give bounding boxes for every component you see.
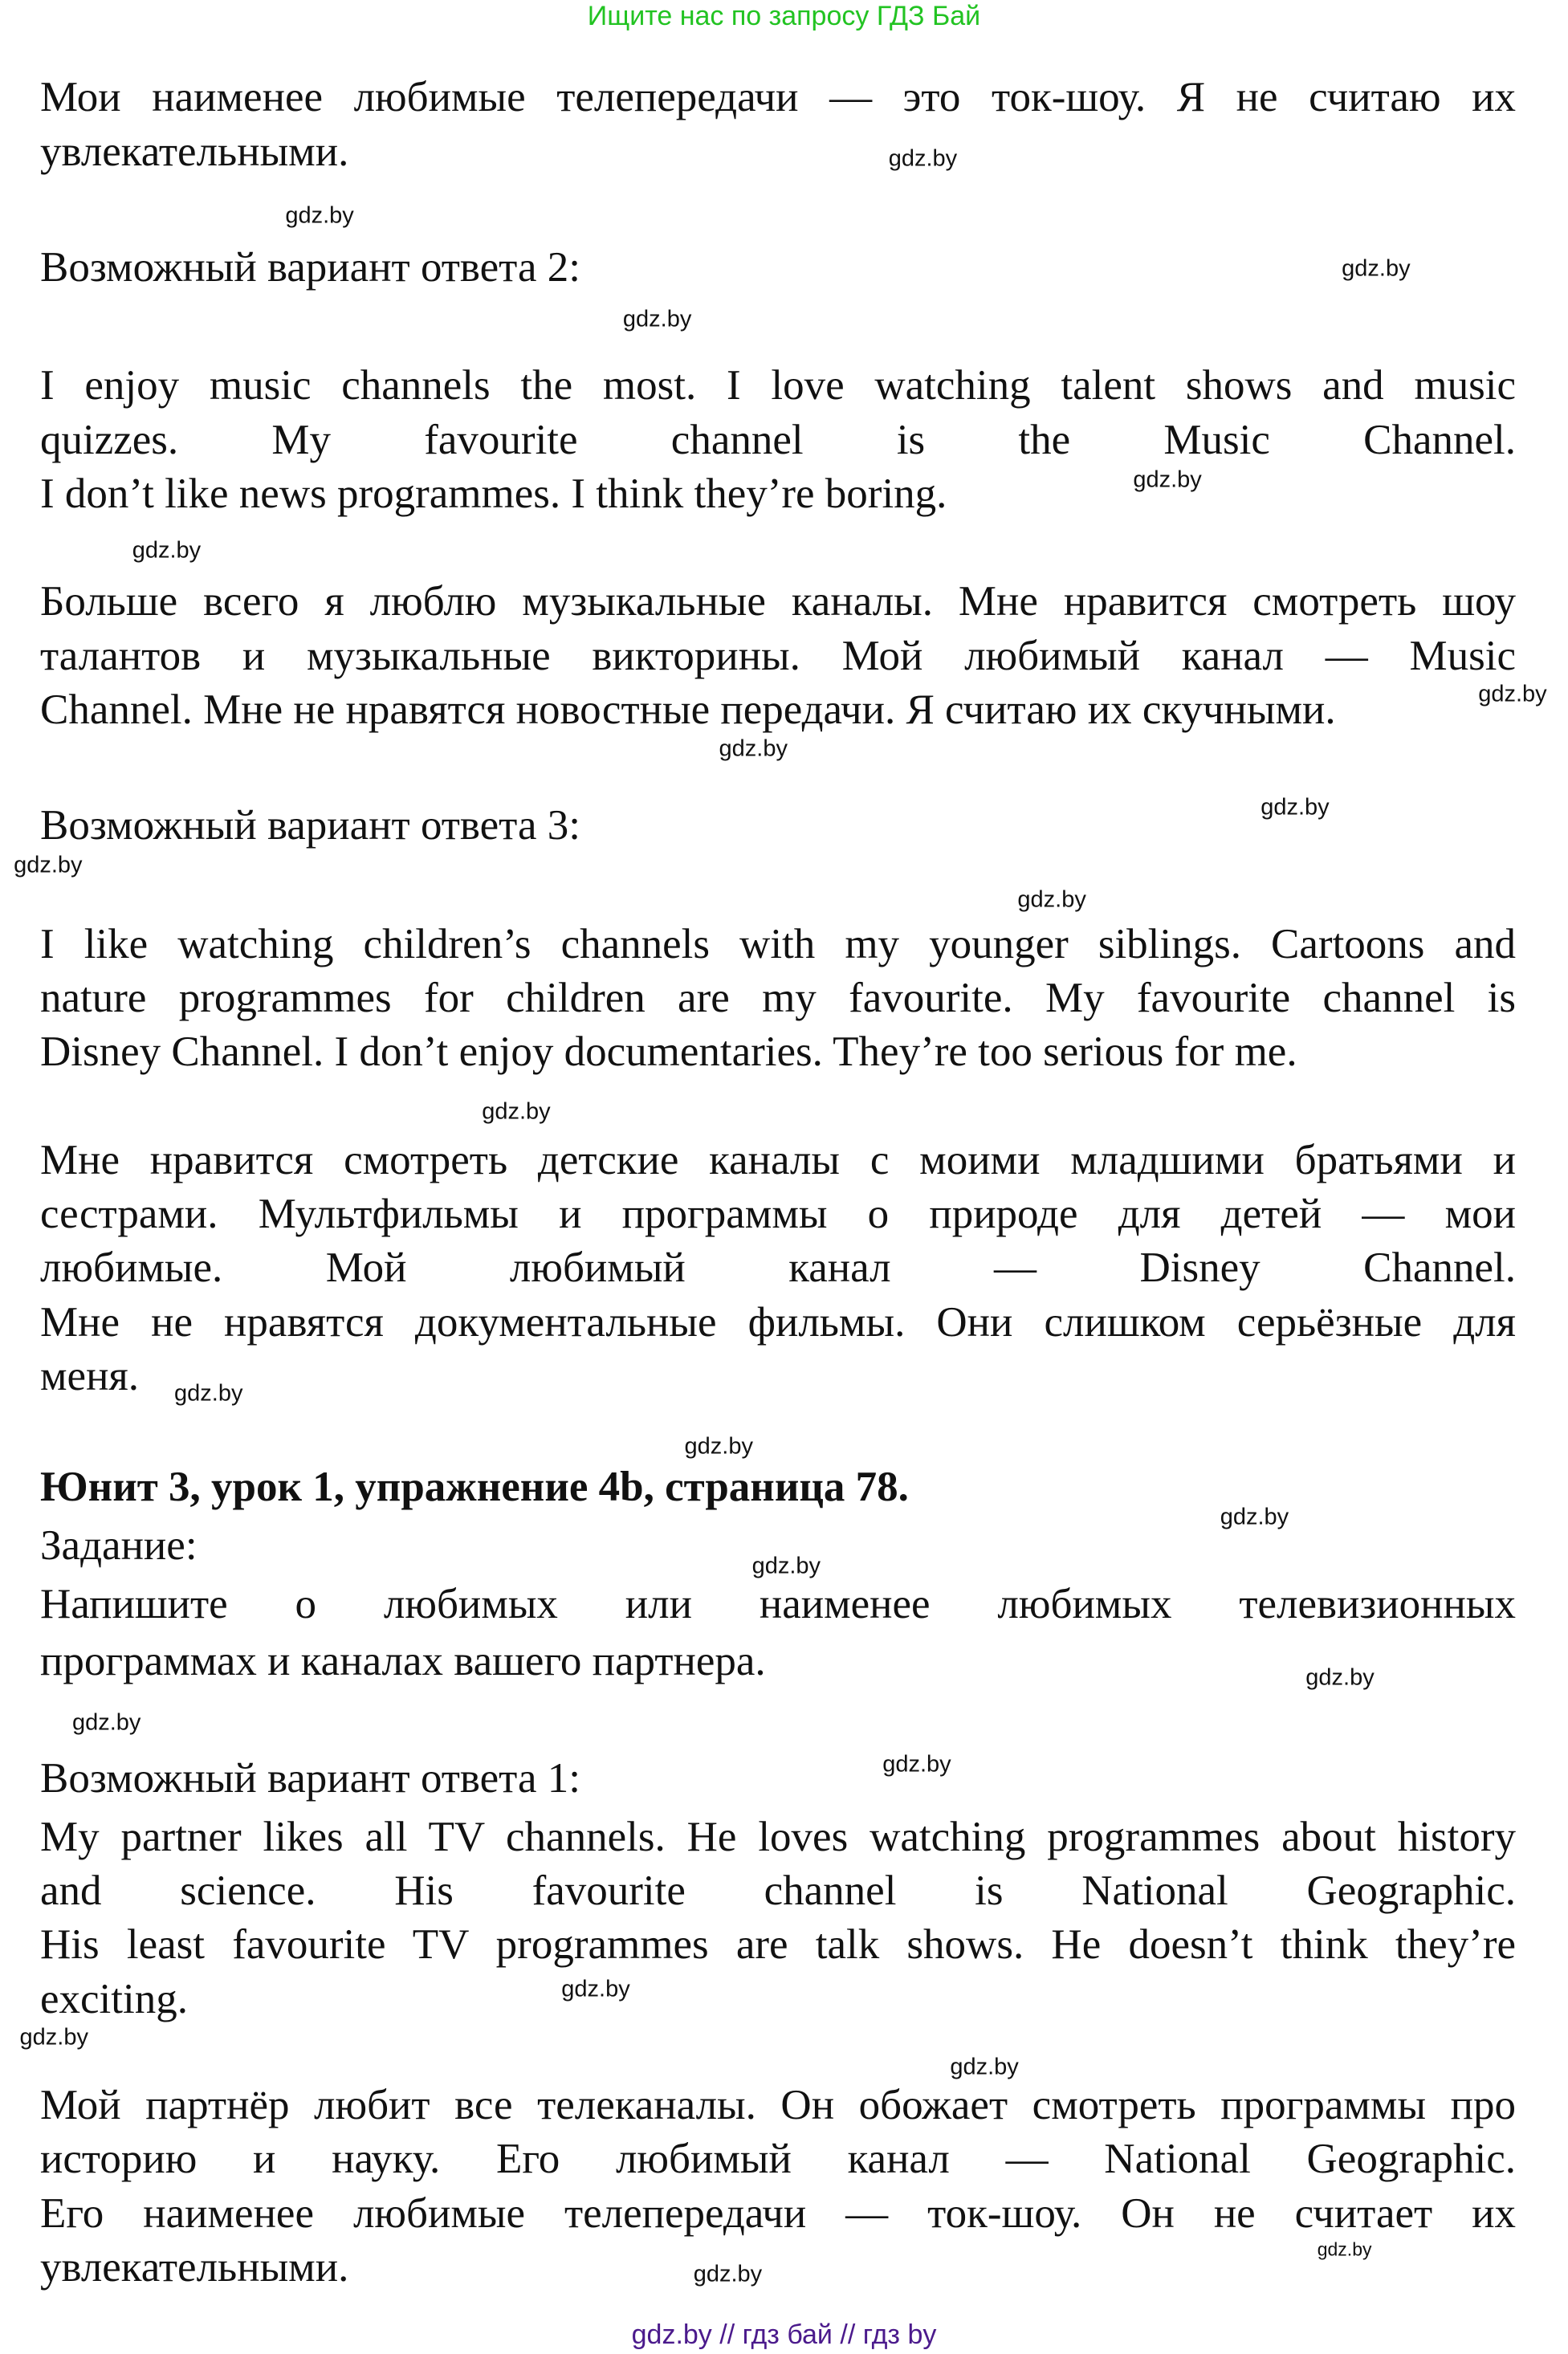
text-line: увлекательными. (40, 2244, 349, 2291)
watermark: gdz.by (14, 852, 83, 878)
text-line: I enjoy music channels the most. I love watching talent shows and music (40, 362, 1516, 409)
section-heading: Юнит 3, урок 1, упражнение 4b, страница 78. (40, 1464, 909, 1511)
text-line: Мои наименее любимые телепередачи — это ток-шоу. Я не считаю их (40, 74, 1516, 121)
watermark: gdz.by (1342, 255, 1411, 282)
text-line: программах и каналах вашего партнера. (40, 1637, 766, 1684)
watermark: gdz.by (1261, 794, 1330, 821)
text-line: Мне не нравятся документальные фильмы. Они слишком серьёзные для (40, 1298, 1516, 1346)
watermark: gdz.by (1133, 466, 1202, 493)
watermark: gdz.by (1220, 1504, 1289, 1530)
text-line: историю и науку. Его любимый канал — National Geographic. (40, 2136, 1516, 2183)
watermark: gdz.by (950, 2054, 1019, 2080)
text-line: exciting. (40, 1975, 188, 2022)
text-line: увлекательными. (40, 128, 349, 175)
footer-links[interactable]: gdz.by // гдз бай // гдз by (631, 2319, 937, 2350)
text-line: quizzes. My favourite channel is the Music Channel. (40, 416, 1516, 463)
watermark: gdz.by (132, 537, 202, 564)
watermark: gdz.by (622, 306, 692, 332)
text-line: I like watching children’s channels with my younger siblings. Cartoons and (40, 920, 1516, 967)
task-label: Задание: (40, 1522, 198, 1570)
watermark: gdz.by (1478, 681, 1547, 707)
text-line: сестрами. Мультфильмы и программы о природе для детей — мои (40, 1191, 1516, 1238)
watermark: gdz.by (684, 1433, 753, 1460)
watermark: gdz.by (561, 1976, 630, 2002)
text-line: любимые. Мой любимый канал — Disney Channel. (40, 1244, 1516, 1292)
watermark: gdz.by (71, 1709, 141, 1736)
text-line: His least favourite TV programmes are talk shows. He doesn’t think they’re (40, 1921, 1516, 1969)
text-line: меня. (40, 1352, 140, 1399)
watermark: gdz.by (719, 735, 788, 762)
text-line: Напишите о любимых или наименее любимых телевизионных (40, 1580, 1516, 1627)
text-line: My partner likes all TV channels. He loves watching programmes about history (40, 1813, 1516, 1860)
text-line: Channel. Мне не нравятся новостные передачи. Я считаю их скучными. (40, 686, 1336, 734)
watermark: gdz.by (482, 1098, 551, 1125)
text-line: Мне нравится смотреть детские каналы с моими младшими братьями и (40, 1136, 1516, 1183)
text-line: I don’t like news programmes. I think they’re boring. (40, 470, 947, 517)
watermark: gdz.by (693, 2261, 763, 2287)
text-line: Disney Channel. I don’t enjoy documentaries. They’re too serious for me. (40, 1028, 1297, 1076)
text-line: Его наименее любимые телепередачи — ток-шоу. Он не считает их (40, 2189, 1516, 2237)
text-line: and science. His favourite channel is National Geographic. (40, 1867, 1516, 1914)
text-line: Мой партнёр любит все телеканалы. Он обожает смотреть программы про (40, 2082, 1516, 2129)
watermark: gdz.by (285, 202, 354, 229)
watermark: gdz.by (888, 145, 958, 172)
text-line: Больше всего я люблю музыкальные каналы. Мне нравится смотреть шоу (40, 578, 1516, 625)
search-banner[interactable]: Ищите нас по запросу ГДЗ Бай (587, 1, 981, 31)
variant-label: Возможный вариант ответа 3: (40, 801, 580, 849)
watermark: gdz.by (19, 2024, 89, 2051)
watermark: gdz.by (751, 1553, 821, 1579)
text-line: nature programmes for children are my favourite. My favourite channel is (40, 974, 1516, 1021)
variant-label: Возможный вариант ответа 1: (40, 1754, 580, 1802)
watermark: gdz.by (174, 1380, 243, 1407)
watermark: gdz.by (1017, 886, 1086, 913)
watermark: gdz.by (882, 1751, 951, 1778)
variant-label: Возможный вариант ответа 2: (40, 243, 580, 291)
text-line: талантов и музыкальные викторины. Мой любимый канал — Music (40, 632, 1516, 679)
watermark: gdz.by (1305, 1664, 1375, 1691)
watermark: gdz.by (1317, 2238, 1372, 2260)
